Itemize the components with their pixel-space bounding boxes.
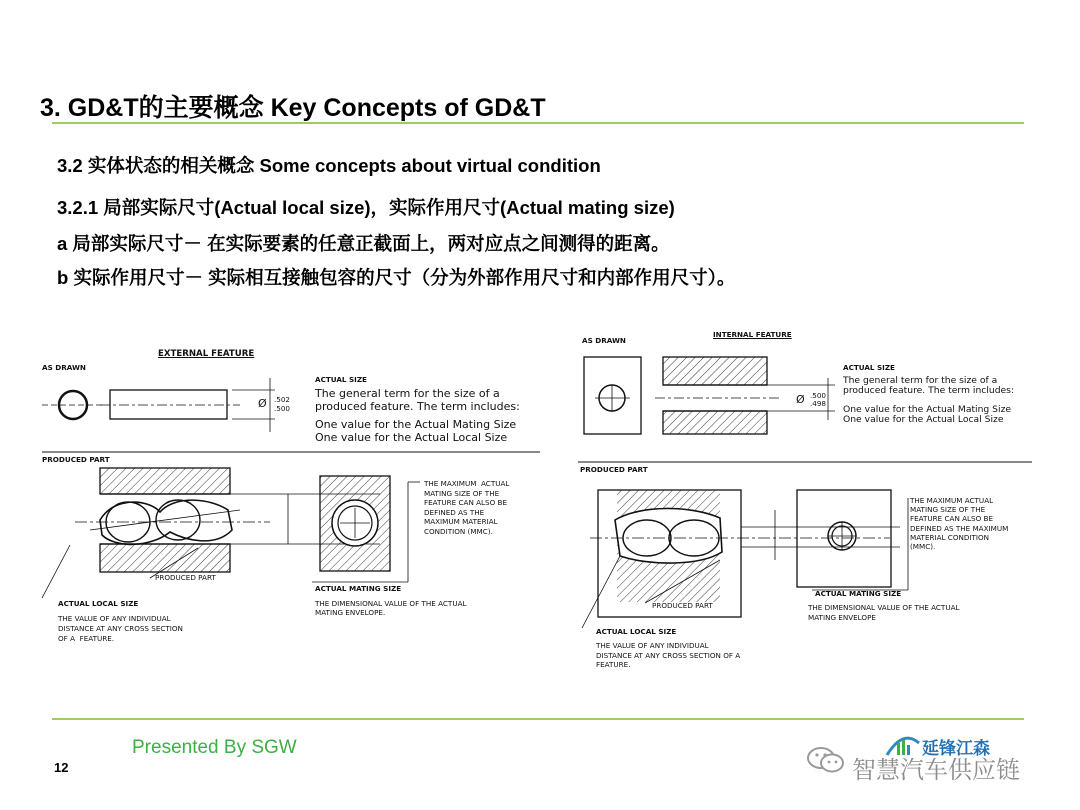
external-actual-size-body: The general term for the size of a produced feature. The term includes: [315,387,520,413]
internal-dim-symbol: Ø [796,393,805,406]
internal-actual-local-body: THE VALUE OF ANY INDIVIDUAL DISTANCE AT ANY CROSS SECTION OF A FEATURE. [596,641,741,669]
external-as-drawn-figure [42,378,275,432]
internal-produced-part-label: PRODUCED PART [652,601,713,610]
internal-actual-size-head: ACTUAL SIZE [843,363,895,372]
internal-actual-mating-head: ACTUAL MATING SIZE [815,589,902,598]
internal-produced-part-head: PRODUCED PART [580,465,648,474]
internal-actual-local-head: ACTUAL LOCAL SIZE [596,627,677,636]
external-dim-lower: .500 [274,404,291,413]
external-produced-part-label: PRODUCED PART [155,573,216,582]
internal-actual-size-list: One value for the Actual Mating Size One value for the Actual Local Size [843,404,1012,425]
external-as-drawn-label: AS DRAWN [42,363,86,372]
section-heading: 3.2.1 局部实际尺寸(Actual local size)，实际作用尺寸(Actual mating size) [57,197,675,218]
subtitle: 3.2 实体状态的相关概念 Some concepts about virtual condition [57,155,601,176]
external-dim-symbol: Ø [258,397,267,410]
company-logo-text: 延锋江森 [922,739,990,759]
wechat-icon [805,744,847,776]
item-b: b 实际作用尺寸－ 实际相互接触包容的尺寸（分为外部作用尺寸和内部作用尺寸）。 [57,267,736,288]
external-actual-size-head: ACTUAL SIZE [315,375,367,384]
internal-actual-mating-body: THE DIMENSIONAL VALUE OF THE ACTUAL MATING ENVELOPE [808,603,960,622]
external-actual-local-head: ACTUAL LOCAL SIZE [58,599,139,608]
external-feature-heading: EXTERNAL FEATURE [158,349,255,359]
external-produced-part-figure [42,468,420,598]
item-a: a 局部实际尺寸－ 在实际要素的任意正截面上，两对应点之间测得的距离。 [57,233,670,254]
internal-feature-heading: INTERNAL FEATURE [713,330,792,339]
watermark-text: 智慧汽车供应链 [852,756,1020,784]
internal-actual-size-body: The general term for the size of a produced feature. The term includes: [843,375,1015,396]
internal-dim-upper: .500 [810,391,827,400]
internal-dim-lower: .498 [810,399,827,408]
internal-as-drawn-label: AS DRAWN [582,336,626,345]
external-produced-part-head: PRODUCED PART [42,455,110,464]
external-max-mating-note: THE MAXIMUM ACTUAL MATING SIZE OF THE FEATURE CAN ALSO BE DEFINED AS THE MAXIMUM MATERIAL CONDITION (MMC). [424,479,510,536]
internal-max-mating-note: THE MAXIMUM ACTUAL MATING SIZE OF THE FEATURE CAN ALSO BE DEFINED AS THE MAXIMUM MATERIAL CONDITION (MMC). [910,496,1009,552]
external-actual-mating-body: THE DIMENSIONAL VALUE OF THE ACTUAL MATING ENVELOPE. [315,599,467,618]
footer-rule [52,718,1024,720]
external-actual-size-list: One value for the Actual Mating Size One value for the Actual Local Size [315,418,517,444]
external-actual-local-body: THE VALUE OF ANY INDIVIDUAL DISTANCE AT ANY CROSS SECTION OF A FEATURE. [58,614,183,643]
presenter-credit: Presented By SGW [132,737,297,758]
external-actual-mating-head: ACTUAL MATING SIZE [315,584,402,593]
page-number: 12 [54,760,69,775]
external-dim-upper: .502 [274,395,291,404]
slide-title: 3. GD&T的主要概念 Key Concepts of GD&T [40,94,546,122]
